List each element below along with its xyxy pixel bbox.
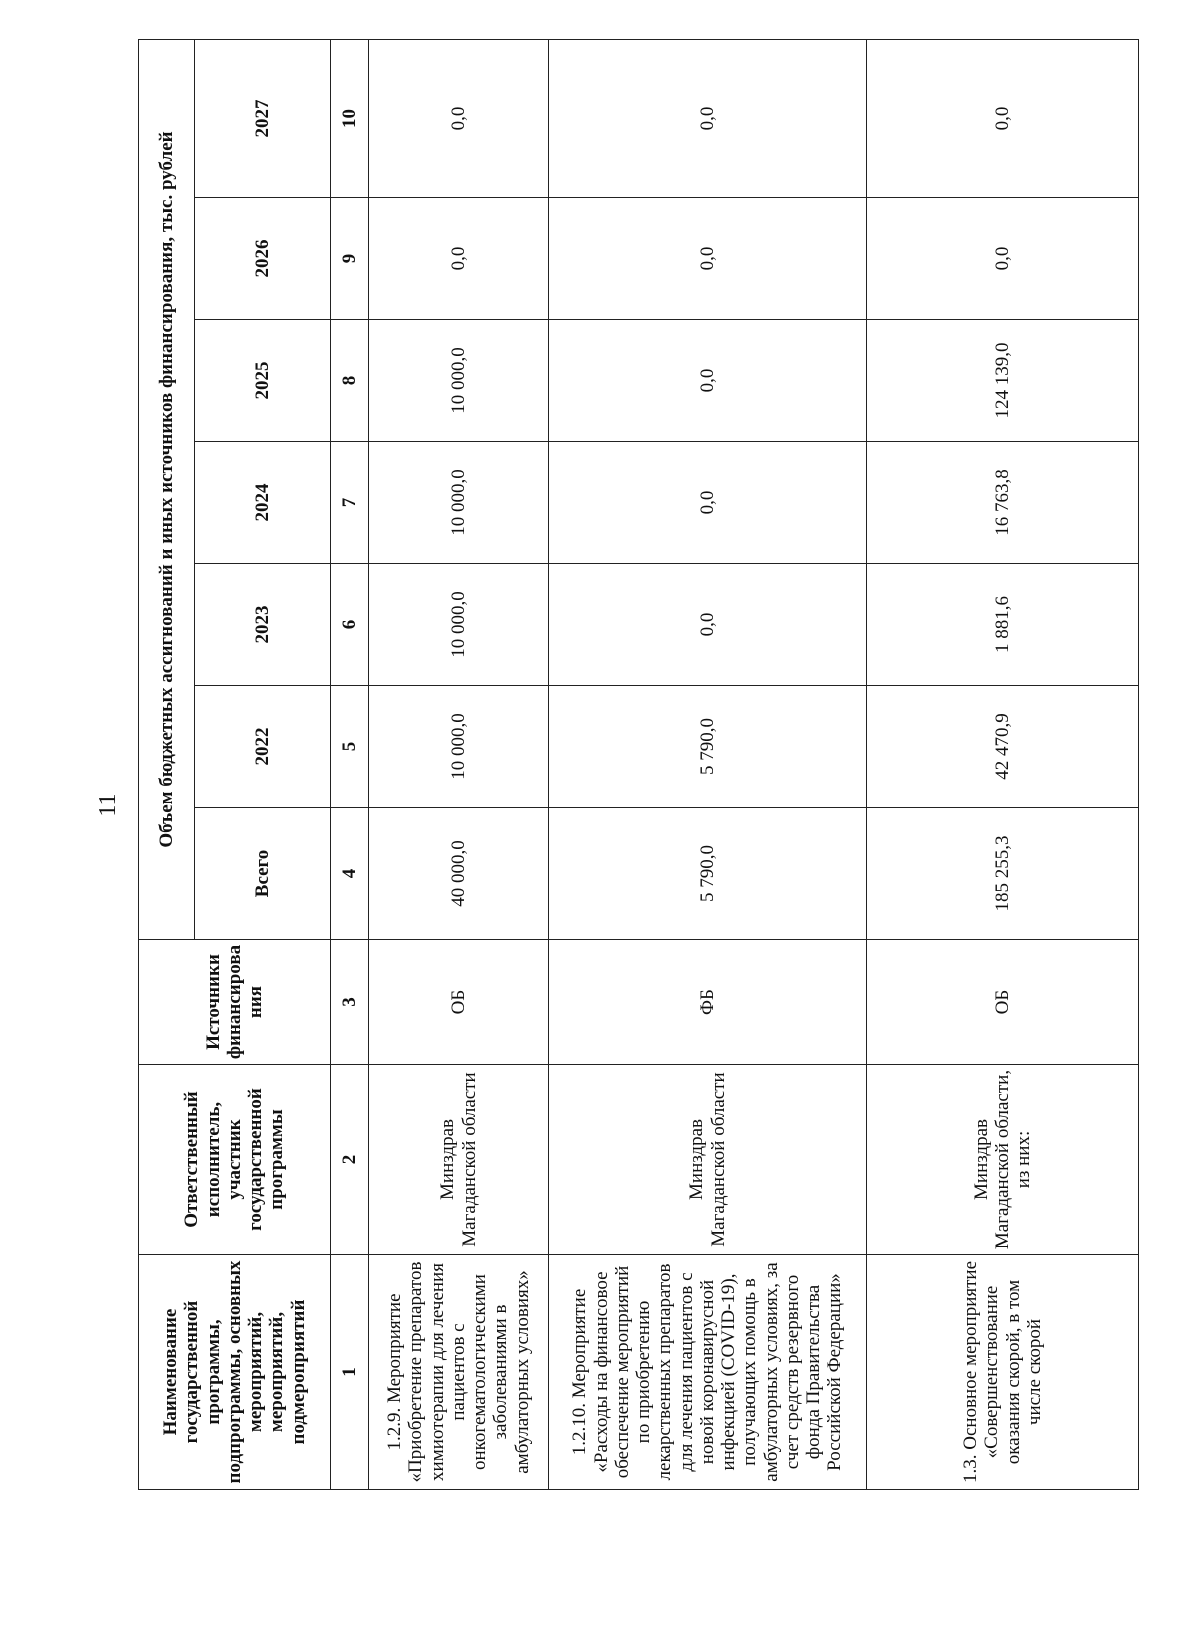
row-total: 5 790,0 xyxy=(549,808,867,940)
header-source: Источники финансирова ния xyxy=(139,940,331,1065)
row-value-2024: 16 763,8 xyxy=(867,442,1139,564)
row-value-2023: 10 000,0 xyxy=(369,564,549,686)
header-year-2025: 2025 xyxy=(195,320,331,442)
header-funding-group: Объем бюджетных ассигнований и иных источников финансирования, тыс. рублей xyxy=(139,39,195,939)
header-executor: Ответственный исполнитель, участник государственной программы xyxy=(139,1065,331,1255)
row-value-2025: 10 000,0 xyxy=(369,320,549,442)
row-value-2024: 10 000,0 xyxy=(369,442,549,564)
row-value-2027: 0,0 xyxy=(549,39,867,197)
rotated-table-wrapper xyxy=(138,40,1138,1490)
header-year-2027: 2027 xyxy=(195,39,331,197)
row-value-2022: 42 470,9 xyxy=(867,686,1139,808)
column-number: 2 xyxy=(331,1065,369,1255)
row-value-2023: 0,0 xyxy=(549,564,867,686)
column-number: 5 xyxy=(331,686,369,808)
row-value-2027: 0,0 xyxy=(369,39,549,197)
row-executor: Минздрав Магаданской области xyxy=(369,1065,549,1255)
row-value-2025: 124 139,0 xyxy=(867,320,1139,442)
header-year-2023: 2023 xyxy=(195,564,331,686)
row-source: ОБ xyxy=(867,940,1139,1065)
row-executor: Минздрав Магаданской области, из них: xyxy=(867,1065,1139,1255)
header-year-2026: 2026 xyxy=(195,198,331,320)
column-number: 9 xyxy=(331,198,369,320)
row-executor: Минздрав Магаданской области xyxy=(549,1065,867,1255)
row-value-2023: 1 881,6 xyxy=(867,564,1139,686)
row-value-2026: 0,0 xyxy=(369,198,549,320)
column-number: 10 xyxy=(331,39,369,197)
header-total: Всего xyxy=(195,808,331,940)
header-year-2024: 2024 xyxy=(195,442,331,564)
row-total: 40 000,0 xyxy=(369,808,549,940)
row-source: ОБ xyxy=(369,940,549,1065)
header-year-2022: 2022 xyxy=(195,686,331,808)
column-number: 3 xyxy=(331,940,369,1065)
column-number: 8 xyxy=(331,320,369,442)
column-number: 6 xyxy=(331,564,369,686)
row-value-2025: 0,0 xyxy=(549,320,867,442)
row-name: 1.2.9. Мероприятие «Приобретение препаратов химиотерапии для лечения пациентов с онкогематологическими заболеваниями в амбулаторных условиях» xyxy=(369,1255,549,1490)
row-value-2026: 0,0 xyxy=(549,198,867,320)
row-value-2027: 0,0 xyxy=(867,39,1139,197)
row-total: 185 255,3 xyxy=(867,808,1139,940)
table-row xyxy=(867,39,1139,1489)
column-number: 1 xyxy=(331,1255,369,1490)
column-number: 7 xyxy=(331,442,369,564)
row-value-2026: 0,0 xyxy=(867,198,1139,320)
row-source: ФБ xyxy=(549,940,867,1065)
row-name: 1.2.10. Мероприятие «Расходы на финансовое обеспечение мероприятий по приобретению лекарственных препаратов для лечения пациентов с новой коронавирусной инфекцией (COVID-19), получающих помощь в амбулаторных условиях, за счет средств резервного фонда Правительства Российской Федерации» xyxy=(549,1255,867,1490)
row-value-2024: 0,0 xyxy=(549,442,867,564)
table-sheet xyxy=(138,40,1138,1490)
financing-table xyxy=(138,39,1139,1490)
header-name: Наименование государственной программы, подпрограммы, основных мероприятий, мероприятий, подмероприятий xyxy=(139,1255,331,1490)
page-number: 11 xyxy=(95,793,121,817)
table-row xyxy=(369,39,549,1489)
row-value-2022: 5 790,0 xyxy=(549,686,867,808)
row-value-2022: 10 000,0 xyxy=(369,686,549,808)
table-row xyxy=(549,39,867,1489)
row-name: 1.3. Основное мероприятие «Совершенствование оказания скорой, в том числе скорой xyxy=(867,1255,1139,1490)
column-number: 4 xyxy=(331,808,369,940)
